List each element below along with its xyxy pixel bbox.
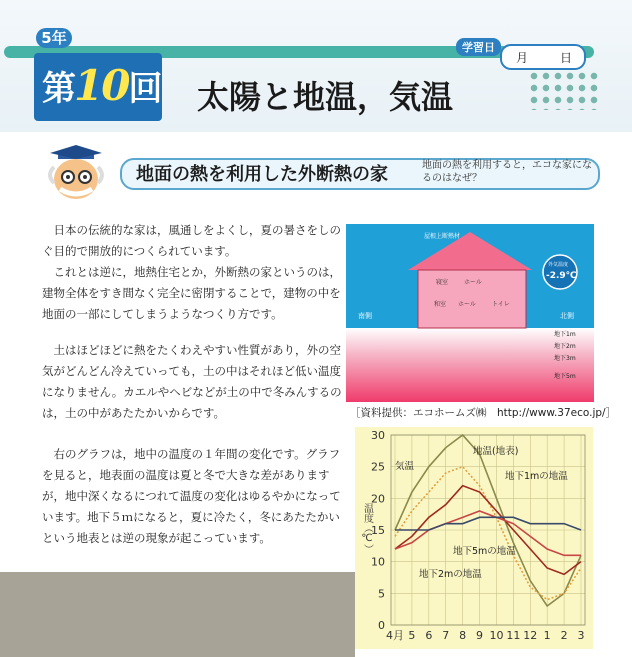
south-label: 南側	[358, 312, 372, 320]
x-tick-label-3: 7	[442, 629, 450, 642]
y-tick-label-0: 0	[378, 619, 385, 632]
series-label-3: 地下2mの地温	[419, 569, 482, 580]
gray-block	[0, 572, 355, 657]
lesson-number: 10	[74, 61, 129, 110]
ground	[346, 328, 594, 402]
room-label-1: 寝室	[436, 279, 449, 286]
x-tick-label-2: 6	[425, 629, 433, 642]
professor-mascot-icon	[40, 145, 114, 205]
figure-credit: ［資料提供：エコホームズ㈱ http://www.37eco.jp/］	[350, 407, 617, 419]
study-date-box[interactable]	[500, 44, 586, 70]
room-label-3: 和室	[434, 301, 447, 308]
roof-label: 屋根上断熱材	[424, 233, 461, 240]
paragraph-1a: 日本の伝統的な家は，風通しをよくし，夏の暑さをしのぐ目的で開放的につくられています。	[42, 223, 341, 258]
grade-badge: 5年	[36, 28, 72, 48]
house-diagram	[346, 224, 594, 402]
paragraph-1	[42, 220, 342, 325]
series-label-0: 地温(地表)	[473, 446, 519, 457]
y-tick-label-6: 30	[371, 429, 385, 442]
x-tick-label-10: 2	[560, 629, 568, 642]
x-tick-label-4: 8	[459, 629, 467, 642]
decorative-dots	[528, 70, 598, 110]
x-tick-label-7: 11	[506, 629, 521, 642]
soil-temperature-chart	[355, 427, 593, 649]
x-tick-label-0: 4月	[386, 629, 404, 642]
x-tick-label-5: 9	[476, 629, 484, 642]
lesson-suffix: 回	[128, 69, 161, 109]
depth-label-4: 地下5m	[554, 373, 576, 380]
lesson-number-text	[42, 61, 160, 110]
y-tick-label-3: 15	[371, 524, 385, 537]
north-label: 北側	[560, 312, 574, 320]
y-tick-label-4: 20	[371, 492, 385, 506]
outside-temp-value: -2.9℃	[546, 271, 577, 281]
lesson-badge	[34, 53, 162, 121]
x-tick-label-1: 5	[408, 629, 416, 642]
y-tick-label-2: 10	[371, 555, 385, 569]
section-note: 地面の熱を利用すると，エコな家になるのはなぜ？	[422, 160, 592, 184]
series-label-1: 気温	[395, 461, 415, 472]
day-label: 日	[560, 51, 573, 65]
depth-label-1: 地下1m	[554, 331, 576, 338]
outside-temp-label: 外気温度	[548, 262, 569, 268]
x-tick-label-8: 12	[523, 629, 538, 642]
y-tick-label-1: 5	[378, 587, 385, 601]
paragraph-2: 土はほどほどに熱をたくわえやすい性質があり，外の空気がどんどん冷えていっても，土の中はそれほど低い温度になりません。カエルやヘビなどが土の中で冬みんするのは，土の中があたたかいからです。	[42, 343, 342, 420]
room-label-5: トイレ	[492, 301, 510, 308]
y-tick-label-5: 25	[371, 460, 385, 474]
page-title: 太陽と地温，気温	[197, 78, 454, 116]
section-title: 地面の熱を利用した外断熱の家	[136, 164, 388, 185]
room-label-2: ホール	[464, 279, 482, 286]
y-axis-label: 温度（℃）	[361, 503, 373, 554]
x-tick-label-11: 3	[577, 629, 585, 642]
x-tick-label-6: 10	[489, 629, 504, 642]
x-tick-label-9: 1	[543, 629, 551, 642]
depth-label-3: 地下3m	[554, 355, 576, 362]
lesson-prefix: 第	[42, 69, 74, 109]
room-label-4: ホール	[458, 301, 476, 308]
paragraph-1b: これとは逆に，地熱住宅とか，外断熱の家というのは，建物全体をすき間なく完全に密閉することで，建物の中を地面の一部にしてしまうようなつくり方です。	[42, 265, 341, 321]
series-label-4: 地下5mの地温	[453, 546, 516, 557]
study-date-label: 学習日	[456, 38, 501, 56]
series-label-2: 地下1mの地温	[505, 471, 568, 482]
paragraph-3: 右のグラフは，地中の温度の１年間の変化です。グラフを見ると，地表面の温度は夏と冬で大きな差がありますが，地中深くなるにつれて温度の変化はゆるやかになっています。地下５ｍになると，夏に冷たく，冬にあたたかいという地表とは逆の現象が起こっています。	[42, 447, 341, 545]
month-label: 月	[516, 51, 529, 65]
depth-label-2: 地下2m	[554, 343, 576, 350]
